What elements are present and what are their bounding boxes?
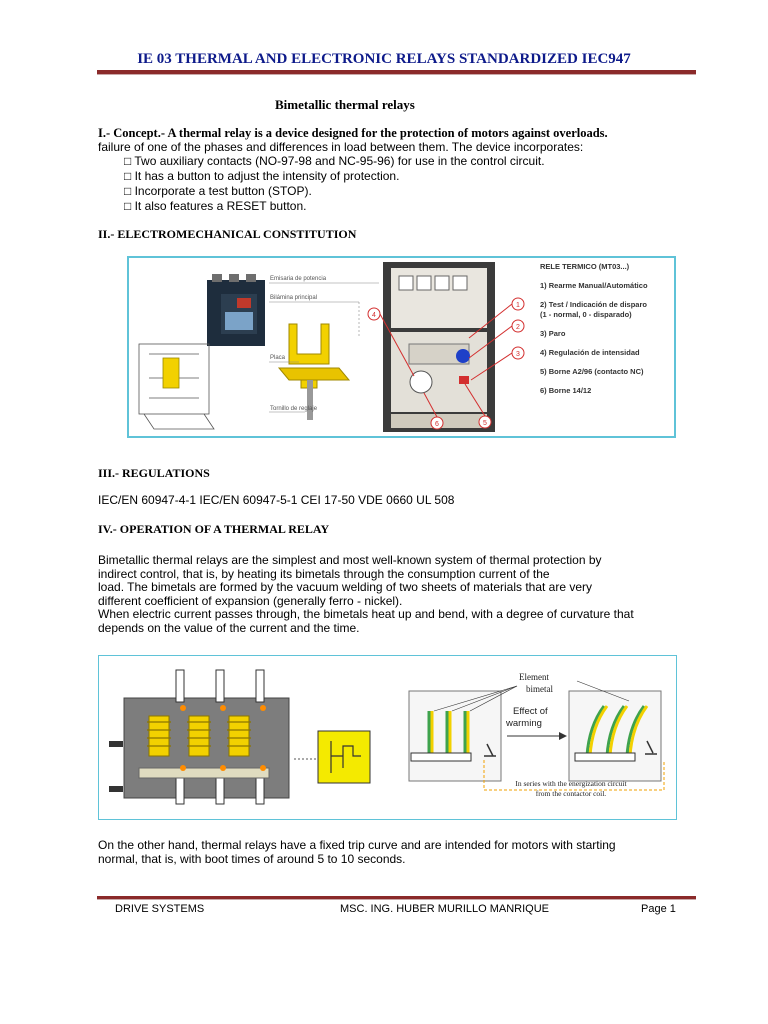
paragraph-line: On the other hand, thermal relays have a fixed trip curve and are intended for motors with starting [98,838,616,852]
thermal-relay-photo [207,274,265,346]
element-label-1: Element [519,672,549,682]
document-title: Bimetallic thermal relays [275,97,415,112]
label-emisaria: Emisaria de potencia [270,276,327,282]
callout-3: 3 [516,351,520,358]
concept-lead: I.- Concept.- A thermal relay is a device designed for the protection of motors against overloads. [98,126,608,140]
footer-divider [97,896,696,900]
legend-item: 6) Borne 14/12 [540,386,592,395]
series-label-2: from the contactor coil. [535,789,607,798]
regulations-text: IEC/EN 60947-4-1 IEC/EN 60947-5-1 CEI 17-50 VDE 0660 UL 508 [98,493,455,507]
label-tornillo: Tornillo de reglaje [270,406,318,412]
list-item: □ It has a button to adjust the intensity of protection. [124,169,400,183]
legend-item: 4) Regulación de intensidad [540,348,640,357]
section-heading-constitution: II.- ELECTROMECHANICAL CONSTITUTION [98,227,357,241]
relay-internals-sketch [139,344,214,429]
paragraph-line: When electric current passes through, the bimetals heat up and bend, with a degree of curvature that [98,607,634,621]
operation-paragraph [98,554,678,635]
bimetal-drawing [269,283,379,420]
list-item: □ Incorporate a test button (STOP). [124,184,312,198]
label-placa: Placa [270,355,286,361]
paragraph-line: normal, that is, with boot times of around 5 to 10 seconds. [98,851,406,866]
bimetal-heated [569,691,661,781]
list-item: □ Two auxiliary contacts (NO-97-98 and NC-95-96) for use in the control circuit. [124,154,545,168]
paragraph-line: different coefficient of expansion (generally ferro - nickel). [98,593,403,608]
paragraph-line: indirect control, that is, by heating its bimetals through the consumption current of the [98,566,550,581]
footer-left: DRIVE SYSTEMS [115,903,205,915]
legend-item: (1 - normal, 0 - disparado) [540,310,632,319]
bimetal-operation-diagram [99,656,676,819]
paragraph-line: Bimetallic thermal relays are the simplest and most well-known system of thermal protection by [98,553,602,567]
callout-1: 1 [516,302,520,309]
concept-rest: failure of one of the phases and differences in load between them. The device incorporates: [98,140,584,154]
effect-label-2: warming [506,718,542,729]
section-heading-regulations: III.- REGULATIONS [98,466,210,480]
legend-title: RELE TERMICO (MT03...) [540,262,630,271]
paragraph-line: load. The bimetals are formed by the vacuum welding of two sheets of materials that are very [98,580,593,594]
thermal-relay-symbol [294,731,370,783]
paragraph-line: depends on the value of the current and the time. [98,620,360,635]
contactor-photo [383,262,495,432]
effect-label-1: Effect of [513,706,548,717]
header-divider [97,70,696,75]
closing-paragraph [98,839,678,866]
callout-6: 6 [435,421,439,428]
callout-5: 5 [483,420,487,427]
callout-4: 4 [372,312,376,319]
relay-legend [540,262,648,396]
section-heading-operation: IV.- OPERATION OF A THERMAL RELAY [98,522,330,536]
feature-list [124,154,545,214]
page-header-title: IE 03 THERMAL AND ELECTRONIC RELAYS STANDARDIZED IEC947 [137,51,631,67]
label-bilamina: Bilámina principal [270,295,318,301]
series-label-1: In series with the energization circuit [515,779,627,788]
concept-paragraph [98,126,678,154]
legend-item: 1) Rearme Manual/Automático [540,281,648,290]
legend-item: 2) Test / Indicación de disparo [540,300,647,309]
element-label-2: bimetal [526,684,553,694]
callout-2: 2 [516,324,520,331]
three-phase-relay [109,670,289,804]
list-item: □ It also features a RESET button. [124,199,307,213]
footer-page-number: Page 1 [641,903,676,915]
legend-item: 5) Borne A2/96 (contacto NC) [540,367,644,376]
footer-center: MSC. ING. HUBER MURILLO MANRIQUE [340,903,550,915]
legend-item: 3) Paro [540,329,566,338]
